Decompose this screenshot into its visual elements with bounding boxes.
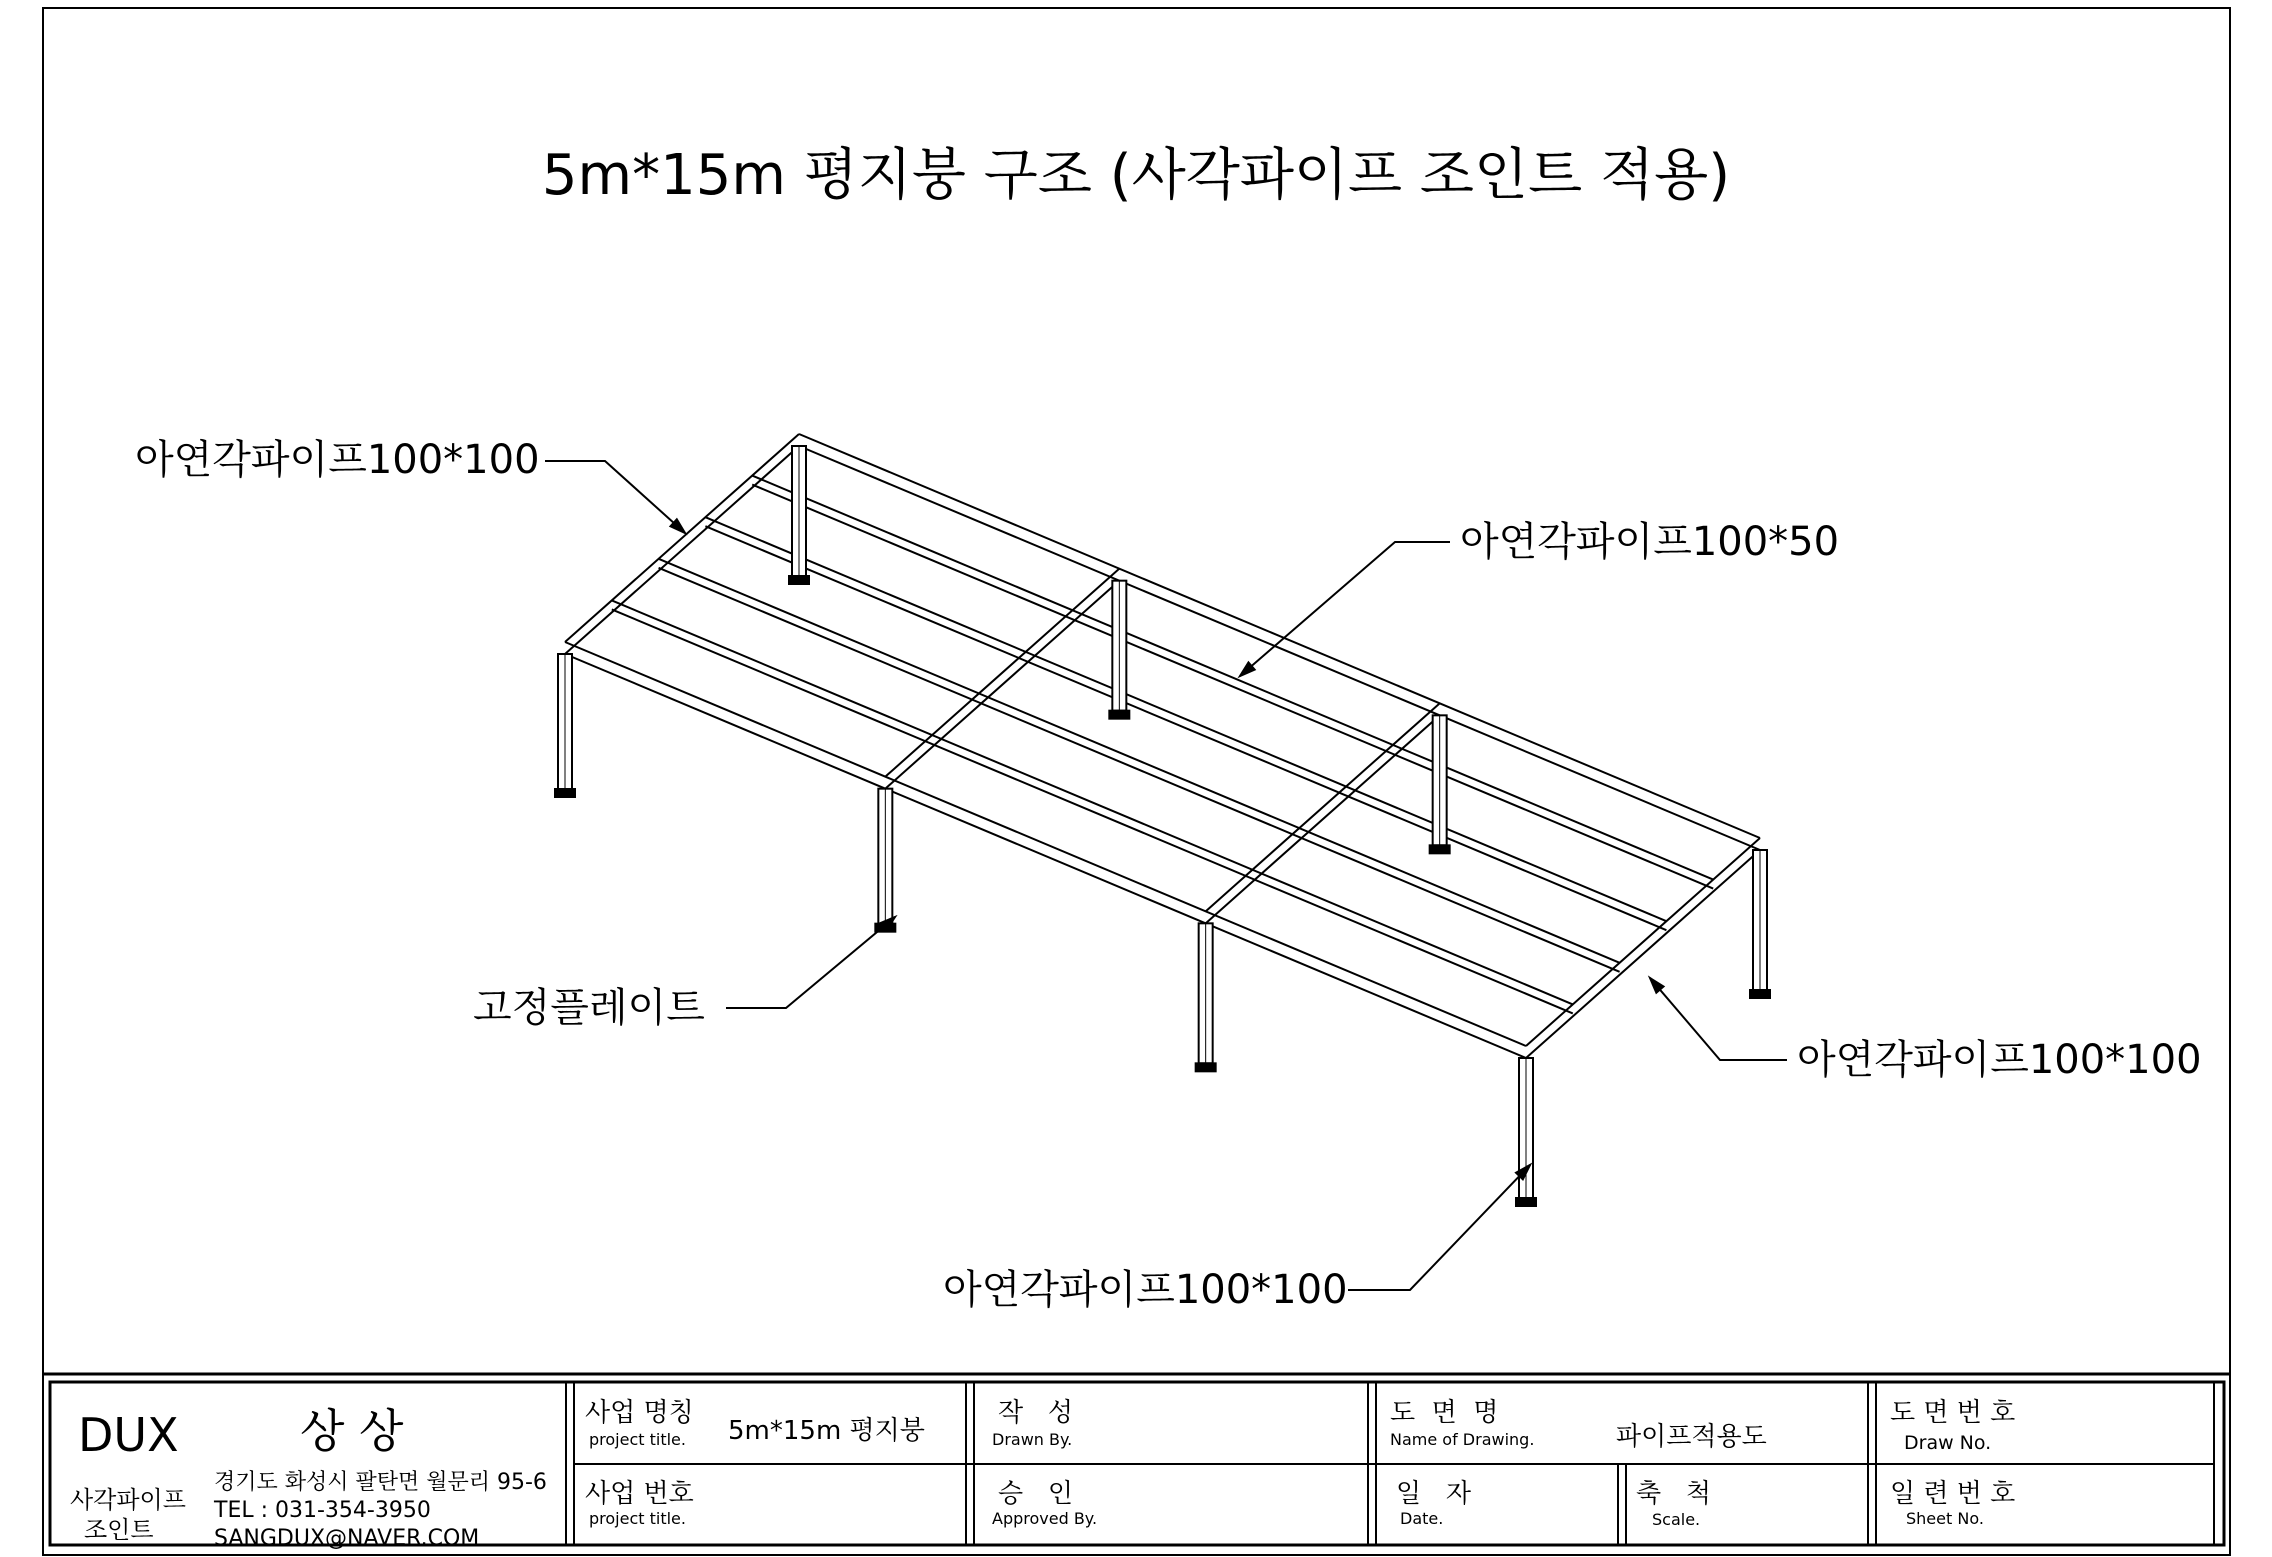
post-front-3-base-plate <box>1196 1063 1216 1071</box>
callout-right-pipe: 아연각파이프100*100 <box>1797 1037 2202 1083</box>
company-sub2: 조인트 <box>84 1516 154 1544</box>
date-sublabel: Date. <box>1400 1509 1444 1528</box>
left-end-beam-top <box>565 434 799 642</box>
callout-base-plate: 고정플레이트 <box>473 985 705 1031</box>
approved-sublabel: Approved By. <box>992 1509 1098 1528</box>
company-address: 경기도 화성시 팔탄면 월문리 95-6 <box>214 1470 547 1495</box>
back-beam-bottom <box>799 446 1760 850</box>
sheet-border <box>43 8 2230 1555</box>
post-back-2-base-plate <box>1109 711 1129 719</box>
leader-plate <box>726 917 895 1008</box>
post-front-4-base-plate <box>1516 1198 1536 1206</box>
right-end-beam-top <box>1526 838 1760 1046</box>
post-back-4-base-plate <box>1750 990 1770 998</box>
project-no-label: 사업 번호 <box>585 1479 694 1509</box>
callout-top-left-pipe: 아연각파이프100*100 <box>135 437 540 483</box>
leader-top-left <box>545 461 685 533</box>
sheet-no-label: 일 련 번 호 <box>1890 1479 2016 1509</box>
sheet-no-sublabel: Sheet No. <box>1906 1509 1984 1528</box>
purlin-3-bottom <box>659 568 1620 972</box>
purlin-4-top <box>612 600 1573 1004</box>
drawing-name-value: 파이프적용도 <box>1616 1422 1767 1452</box>
drawing-name-sublabel: Name of Drawing. <box>1390 1430 1535 1449</box>
post-back-3-base-plate <box>1430 845 1450 853</box>
drawn-label: 작 성 <box>998 1398 1074 1428</box>
front-beam-top <box>565 642 1526 1046</box>
draw-no-label: 도 면 번 호 <box>1890 1398 2016 1428</box>
approved-label: 승 인 <box>998 1479 1074 1509</box>
purlin-4-bottom <box>612 609 1573 1013</box>
purlin-2-top <box>705 517 1666 921</box>
company-logo: DUX <box>78 1408 179 1462</box>
project-name-label: 사업 명칭 <box>585 1398 694 1428</box>
company-name: 상 상 <box>300 1404 404 1458</box>
draw-no-sublabel: Draw No. <box>1904 1432 1992 1454</box>
front-beam-bottom <box>565 654 1526 1058</box>
company-tel: TEL : 031-354-3950 <box>214 1498 431 1523</box>
leader-bottom <box>1348 1165 1530 1290</box>
drawing-title: 5m*15m 평지붕 구조 (사각파이프 조인트 적용) <box>541 143 1731 208</box>
drawn-sublabel: Drawn By. <box>992 1430 1073 1449</box>
scale-sublabel: Scale. <box>1652 1510 1701 1529</box>
leader-lines <box>545 461 1787 1290</box>
callout-purlin-pipe: 아연각파이프100*50 <box>1460 519 1840 565</box>
cross-beam-2-top <box>1206 703 1440 911</box>
callout-bottom-pipe: 아연각파이프100*100 <box>943 1267 1348 1313</box>
post-back-1-base-plate <box>789 576 809 584</box>
date-label: 일 자 <box>1396 1479 1472 1509</box>
purlin-2-bottom <box>705 526 1666 930</box>
post-front-1-base-plate <box>555 789 575 797</box>
drawing-name-label: 도 면 명 <box>1390 1398 1499 1428</box>
project-name-value: 5m*15m 평지붕 <box>728 1416 925 1446</box>
project-no-sublabel: project title. <box>589 1509 686 1528</box>
company-sub1: 사각파이프 <box>70 1486 186 1514</box>
back-beam-top <box>799 434 1760 838</box>
cross-beam-1-top <box>885 569 1119 777</box>
company-email: SANGDUX@NAVER.COM <box>214 1526 480 1551</box>
right-end-beam-bottom <box>1526 850 1760 1058</box>
scale-label: 축 척 <box>1636 1479 1712 1509</box>
purlin-3-top <box>659 559 1620 963</box>
leader-purlin <box>1240 542 1450 676</box>
project-name-sublabel: project title. <box>589 1430 686 1449</box>
